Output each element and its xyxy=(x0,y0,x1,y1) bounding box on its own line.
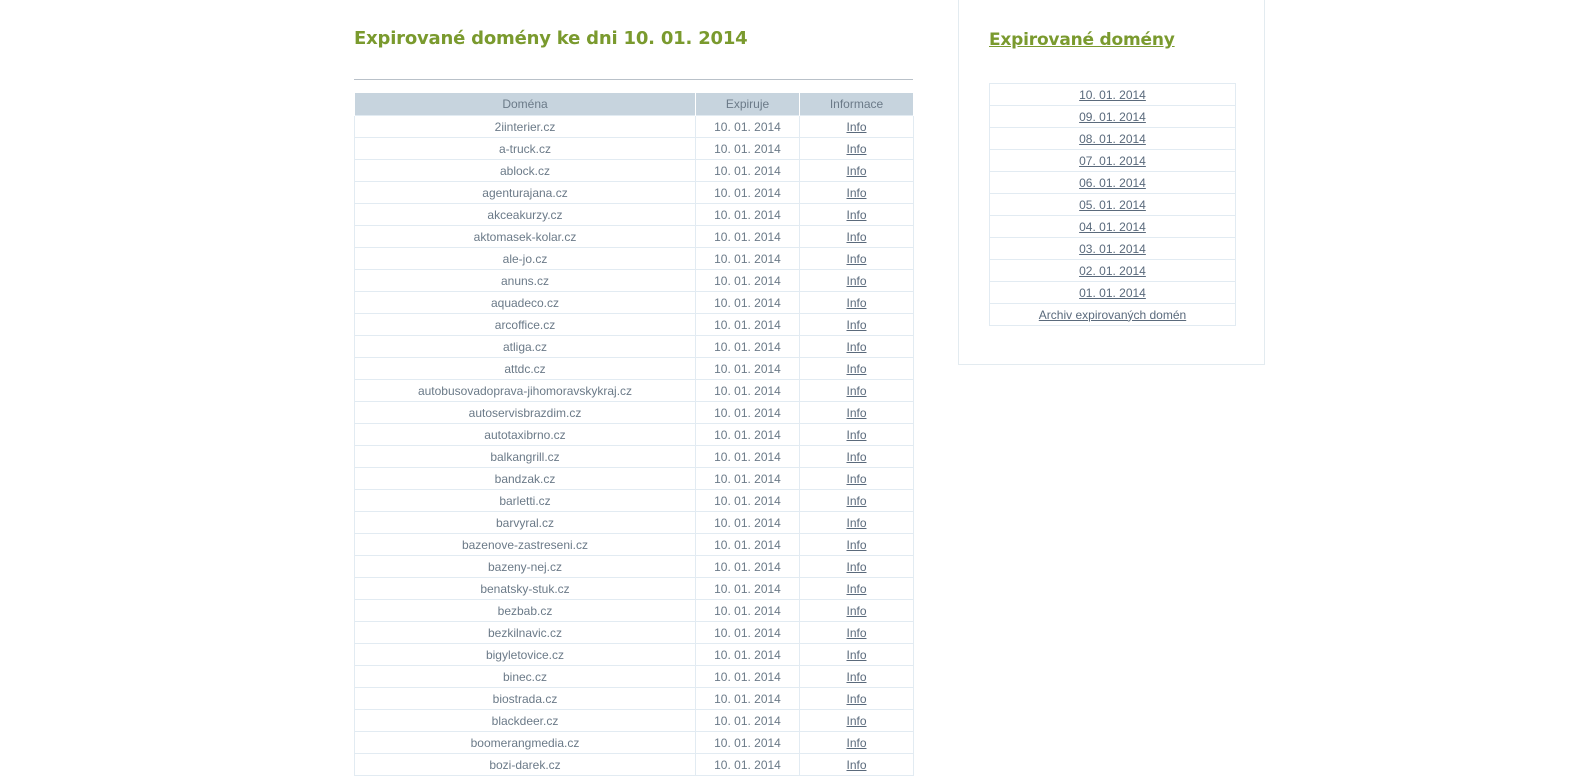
info-cell xyxy=(800,754,914,776)
info-link[interactable]: Info xyxy=(846,471,867,486)
expires-cell: 10. 01. 2014 xyxy=(696,292,800,314)
date-link[interactable]: 04. 01. 2014 xyxy=(1079,219,1146,234)
info-link[interactable]: Info xyxy=(846,273,867,288)
table-row xyxy=(355,380,914,402)
date-list-cell xyxy=(990,172,1236,194)
domain-cell: akceakurzy.cz xyxy=(355,204,696,226)
info-link[interactable]: Info xyxy=(846,383,867,398)
date-list-cell xyxy=(990,260,1236,282)
table-row xyxy=(355,204,914,226)
table-row xyxy=(355,688,914,710)
expires-cell: 10. 01. 2014 xyxy=(696,270,800,292)
domain-cell: barvyral.cz xyxy=(355,512,696,534)
info-link[interactable]: Info xyxy=(846,361,867,376)
info-cell xyxy=(800,314,914,336)
table-row xyxy=(355,732,914,754)
expires-cell: 10. 01. 2014 xyxy=(696,116,800,138)
info-link[interactable]: Info xyxy=(846,295,867,310)
table-row xyxy=(355,402,914,424)
table-row xyxy=(355,600,914,622)
expires-cell: 10. 01. 2014 xyxy=(696,380,800,402)
expires-cell: 10. 01. 2014 xyxy=(696,688,800,710)
table-row xyxy=(355,314,914,336)
info-cell xyxy=(800,358,914,380)
date-link[interactable]: 10. 01. 2014 xyxy=(1079,87,1146,102)
table-row xyxy=(355,270,914,292)
expires-cell: 10. 01. 2014 xyxy=(696,666,800,688)
domain-cell: aquadeco.cz xyxy=(355,292,696,314)
info-link[interactable]: Info xyxy=(846,713,867,728)
info-link[interactable]: Info xyxy=(846,691,867,706)
expires-cell: 10. 01. 2014 xyxy=(696,578,800,600)
domain-cell: biostrada.cz xyxy=(355,688,696,710)
info-cell xyxy=(800,534,914,556)
info-cell xyxy=(800,402,914,424)
expires-cell: 10. 01. 2014 xyxy=(696,248,800,270)
expires-cell: 10. 01. 2014 xyxy=(696,314,800,336)
table-row xyxy=(355,336,914,358)
info-cell xyxy=(800,292,914,314)
table-row xyxy=(355,182,914,204)
expires-cell: 10. 01. 2014 xyxy=(696,754,800,776)
date-link[interactable]: 08. 01. 2014 xyxy=(1079,131,1146,146)
info-link[interactable]: Info xyxy=(846,647,867,662)
date-link[interactable]: 01. 01. 2014 xyxy=(1079,285,1146,300)
date-list-item xyxy=(990,216,1236,238)
table-row xyxy=(355,512,914,534)
table-row xyxy=(355,116,914,138)
expires-cell: 10. 01. 2014 xyxy=(696,138,800,160)
info-cell xyxy=(800,204,914,226)
domain-cell: ale-jo.cz xyxy=(355,248,696,270)
expires-cell: 10. 01. 2014 xyxy=(696,336,800,358)
date-list-cell xyxy=(990,106,1236,128)
expires-cell: 10. 01. 2014 xyxy=(696,710,800,732)
info-cell xyxy=(800,424,914,446)
date-list-cell xyxy=(990,282,1236,304)
expires-cell: 10. 01. 2014 xyxy=(696,622,800,644)
domain-cell: bezkilnavic.cz xyxy=(355,622,696,644)
date-list-item xyxy=(990,304,1236,326)
date-link[interactable]: 07. 01. 2014 xyxy=(1079,153,1146,168)
table-row xyxy=(355,160,914,182)
info-cell xyxy=(800,182,914,204)
sidebar xyxy=(958,0,1265,365)
domain-cell: 2iinterier.cz xyxy=(355,116,696,138)
date-link[interactable]: 02. 01. 2014 xyxy=(1079,263,1146,278)
table-row xyxy=(355,446,914,468)
info-link[interactable]: Info xyxy=(846,207,867,222)
info-link[interactable]: Info xyxy=(846,185,867,200)
table-header-row xyxy=(355,93,914,116)
expires-cell: 10. 01. 2014 xyxy=(696,182,800,204)
table-row xyxy=(355,622,914,644)
date-link[interactable]: 03. 01. 2014 xyxy=(1079,241,1146,256)
date-list-cell xyxy=(990,238,1236,260)
domain-cell: bandzak.cz xyxy=(355,468,696,490)
date-list-item xyxy=(990,150,1236,172)
date-link[interactable]: 05. 01. 2014 xyxy=(1079,197,1146,212)
date-list-cell xyxy=(990,128,1236,150)
domain-cell: attdc.cz xyxy=(355,358,696,380)
domain-cell: bozi-darek.cz xyxy=(355,754,696,776)
info-link[interactable]: Info xyxy=(846,339,867,354)
info-cell xyxy=(800,600,914,622)
expires-cell: 10. 01. 2014 xyxy=(696,468,800,490)
page-title: Expirované domény ke dni 10. 01. 2014 xyxy=(354,28,748,49)
column-header-domain: Doména xyxy=(355,93,696,116)
info-link[interactable]: Info xyxy=(846,163,867,178)
table-body xyxy=(355,116,914,776)
table-row xyxy=(355,138,914,160)
info-link[interactable]: Info xyxy=(846,537,867,552)
domain-cell: aktomasek-kolar.cz xyxy=(355,226,696,248)
info-link[interactable]: Info xyxy=(846,119,867,134)
archive-link[interactable]: Archiv expirovaných domén xyxy=(1038,307,1187,322)
table-row xyxy=(355,666,914,688)
info-link[interactable]: Info xyxy=(846,581,867,596)
domain-cell: anuns.cz xyxy=(355,270,696,292)
domain-cell: agenturajana.cz xyxy=(355,182,696,204)
table-row xyxy=(355,754,914,776)
expires-cell: 10. 01. 2014 xyxy=(696,512,800,534)
info-cell xyxy=(800,666,914,688)
domain-cell: barletti.cz xyxy=(355,490,696,512)
date-list-item xyxy=(990,194,1236,216)
date-list-item xyxy=(990,128,1236,150)
date-list-cell xyxy=(990,194,1236,216)
expires-cell: 10. 01. 2014 xyxy=(696,358,800,380)
info-cell xyxy=(800,556,914,578)
info-cell xyxy=(800,446,914,468)
column-header-info: Informace xyxy=(800,93,914,116)
info-link[interactable]: Info xyxy=(846,251,867,266)
domain-cell: a-truck.cz xyxy=(355,138,696,160)
expires-cell: 10. 01. 2014 xyxy=(696,644,800,666)
date-list-cell xyxy=(990,84,1236,106)
info-link[interactable]: Info xyxy=(846,625,867,640)
domain-cell: benatsky-stuk.cz xyxy=(355,578,696,600)
expires-cell: 10. 01. 2014 xyxy=(696,556,800,578)
domain-cell: blackdeer.cz xyxy=(355,710,696,732)
info-cell xyxy=(800,644,914,666)
domain-cell: bazenove-zastreseni.cz xyxy=(355,534,696,556)
date-list-item xyxy=(990,172,1236,194)
date-list-cell xyxy=(990,150,1236,172)
expired-domains-table xyxy=(354,93,914,776)
domain-cell: autotaxibrno.cz xyxy=(355,424,696,446)
domain-cell: binec.cz xyxy=(355,666,696,688)
date-links-list xyxy=(989,83,1236,326)
domain-cell: atliga.cz xyxy=(355,336,696,358)
table-row xyxy=(355,534,914,556)
info-link[interactable]: Info xyxy=(846,141,867,156)
date-list-item xyxy=(990,84,1236,106)
info-link[interactable]: Info xyxy=(846,757,867,772)
info-link[interactable]: Info xyxy=(846,229,867,244)
info-link[interactable]: Info xyxy=(846,603,867,618)
info-cell xyxy=(800,226,914,248)
domain-cell: ablock.cz xyxy=(355,160,696,182)
info-cell xyxy=(800,490,914,512)
info-cell xyxy=(800,380,914,402)
expires-cell: 10. 01. 2014 xyxy=(696,600,800,622)
date-list-cell xyxy=(990,304,1236,326)
expires-cell: 10. 01. 2014 xyxy=(696,446,800,468)
title-divider xyxy=(354,79,913,80)
domain-cell: balkangrill.cz xyxy=(355,446,696,468)
table-row xyxy=(355,226,914,248)
info-cell xyxy=(800,710,914,732)
info-link[interactable]: Info xyxy=(846,449,867,464)
table-row xyxy=(355,358,914,380)
table-row xyxy=(355,578,914,600)
date-list-cell xyxy=(990,216,1236,238)
domain-cell: boomerangmedia.cz xyxy=(355,732,696,754)
info-link[interactable]: Info xyxy=(846,559,867,574)
table-row xyxy=(355,468,914,490)
expires-cell: 10. 01. 2014 xyxy=(696,424,800,446)
domain-cell: bazeny-nej.cz xyxy=(355,556,696,578)
table-row xyxy=(355,248,914,270)
column-header-expires: Expiruje xyxy=(696,93,800,116)
expires-cell: 10. 01. 2014 xyxy=(696,732,800,754)
date-list-item xyxy=(990,282,1236,304)
info-cell xyxy=(800,732,914,754)
info-cell xyxy=(800,248,914,270)
expires-cell: 10. 01. 2014 xyxy=(696,204,800,226)
info-cell xyxy=(800,622,914,644)
info-cell xyxy=(800,578,914,600)
domain-cell: autobusovadoprava-jihomoravskykraj.cz xyxy=(355,380,696,402)
info-cell xyxy=(800,160,914,182)
expires-cell: 10. 01. 2014 xyxy=(696,226,800,248)
info-cell xyxy=(800,688,914,710)
info-cell xyxy=(800,138,914,160)
date-list-item xyxy=(990,106,1236,128)
table-row xyxy=(355,292,914,314)
info-link[interactable]: Info xyxy=(846,669,867,684)
date-link[interactable]: 06. 01. 2014 xyxy=(1079,175,1146,190)
expires-cell: 10. 01. 2014 xyxy=(696,160,800,182)
domain-cell: bigyletovice.cz xyxy=(355,644,696,666)
info-cell xyxy=(800,270,914,292)
table-row xyxy=(355,710,914,732)
info-cell xyxy=(800,468,914,490)
info-link[interactable]: Info xyxy=(846,735,867,750)
info-cell xyxy=(800,512,914,534)
table-row xyxy=(355,424,914,446)
expires-cell: 10. 01. 2014 xyxy=(696,490,800,512)
date-link[interactable]: 09. 01. 2014 xyxy=(1079,109,1146,124)
info-cell xyxy=(800,336,914,358)
expires-cell: 10. 01. 2014 xyxy=(696,402,800,424)
info-link[interactable]: Info xyxy=(846,405,867,420)
table-row xyxy=(355,644,914,666)
info-link[interactable]: Info xyxy=(846,317,867,332)
info-link[interactable]: Info xyxy=(846,493,867,508)
domain-cell: arcoffice.cz xyxy=(355,314,696,336)
table-row xyxy=(355,490,914,512)
info-link[interactable]: Info xyxy=(846,515,867,530)
info-cell xyxy=(800,116,914,138)
expires-cell: 10. 01. 2014 xyxy=(696,534,800,556)
info-link[interactable]: Info xyxy=(846,427,867,442)
date-list-item xyxy=(990,238,1236,260)
domain-cell: autoservisbrazdim.cz xyxy=(355,402,696,424)
sidebar-title-link[interactable]: Expirované domény xyxy=(989,30,1175,50)
date-list-item xyxy=(990,260,1236,282)
domain-cell: bezbab.cz xyxy=(355,600,696,622)
table-row xyxy=(355,556,914,578)
